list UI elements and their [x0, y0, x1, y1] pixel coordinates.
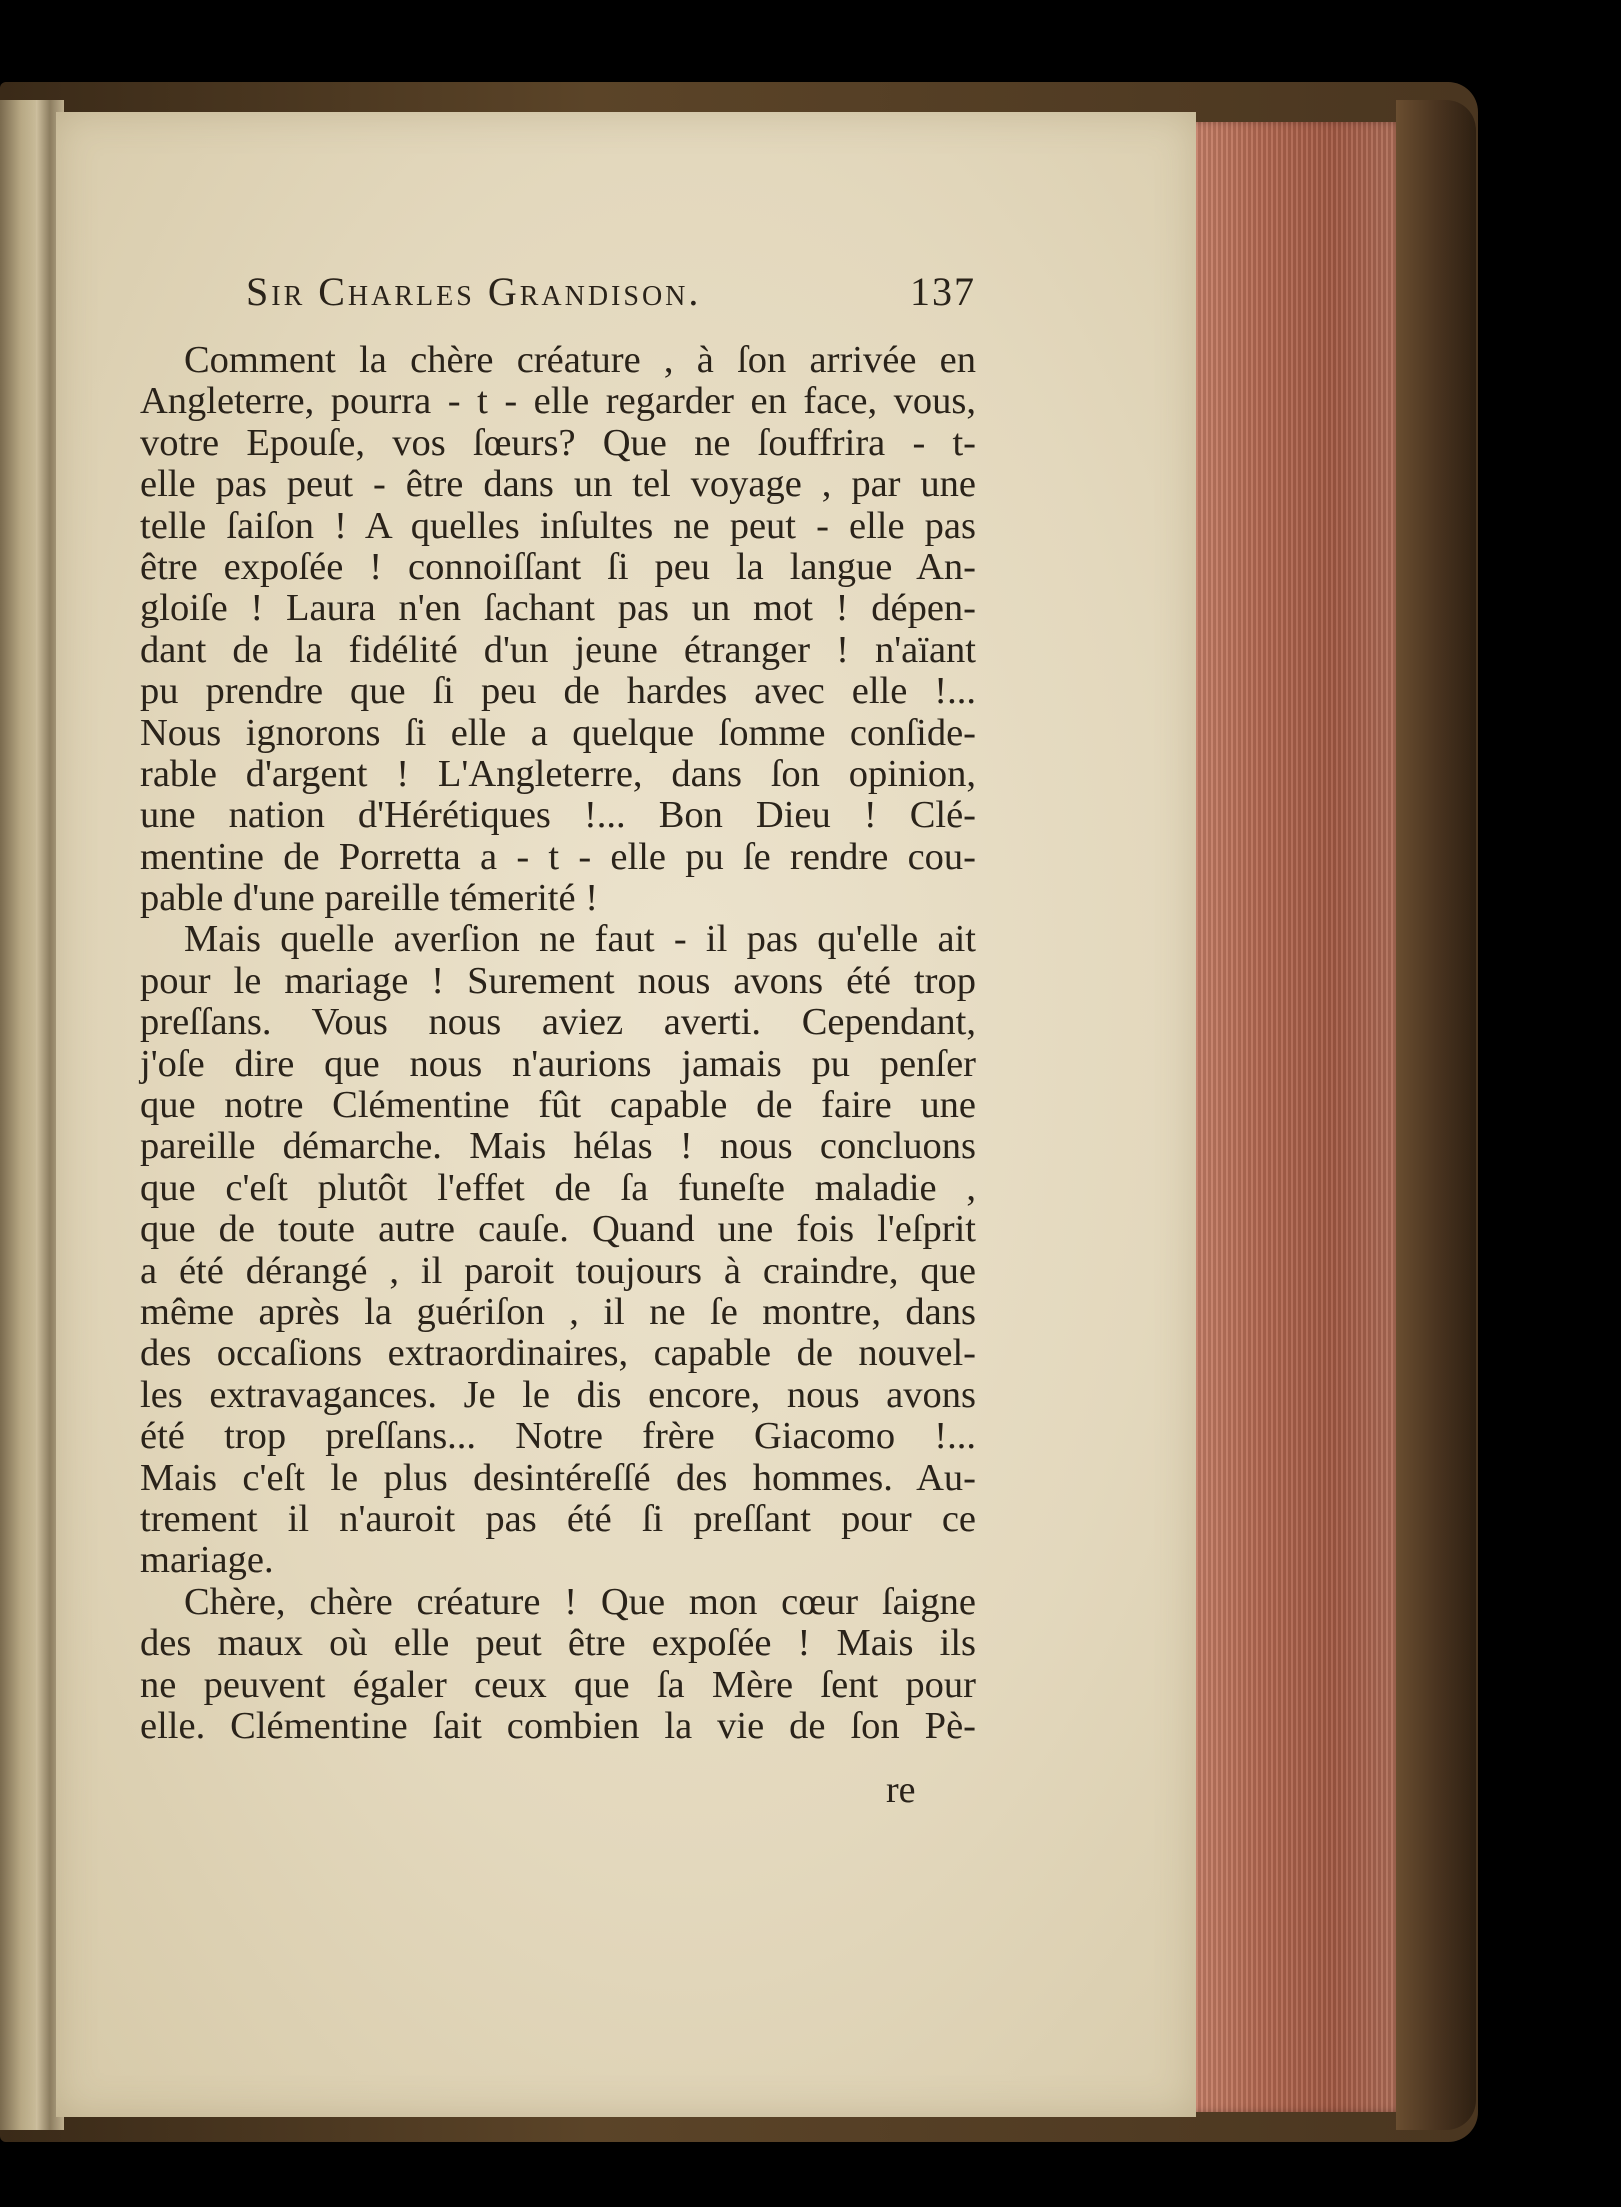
text-line: Mais quelle averſion ne faut - il pas qu'elle ait	[184, 918, 976, 961]
text-line: que c'eſt plutôt l'effet de ſa funeſte maladie ,	[140, 1166, 976, 1209]
text-line: que de toute autre cauſe. Quand une fois l'eſprit	[140, 1208, 976, 1251]
text-line: pour le mariage ! Surement nous avons été trop	[140, 959, 976, 1002]
body-text	[140, 340, 976, 1747]
text-line: été trop preſſans... Notre frère Giacomo !...	[140, 1415, 976, 1458]
text-line: que notre Clémentine fût capable de faire une	[140, 1084, 976, 1127]
text-line: gloiſe ! Laura n'en ſachant pas un mot ! dépen-	[140, 587, 976, 630]
text-line: preſſans. Vous nous aviez averti. Cependant,	[140, 1001, 976, 1044]
text-line: Comment la chère créature , à ſon arrivée en	[184, 339, 976, 381]
text-line: même après la guériſon , il ne ſe montre, dans	[140, 1290, 976, 1333]
text-line: telle ſaiſon ! A quelles inſultes ne peut - elle pas	[140, 504, 976, 547]
text-line: mentine de Porretta a - t - elle pu ſe rendre cou-	[140, 835, 976, 878]
running-title: Sir Charles Grandison.	[246, 269, 702, 314]
text-line: mariage.	[140, 1539, 274, 1582]
cover-fore-edge	[1396, 100, 1476, 2130]
page-block-edges	[1186, 122, 1396, 2112]
text-line: trement il n'auroit pas été ſi preſſant pour ce	[140, 1497, 976, 1540]
text-line: une nation d'Hérétiques !... Bon Dieu ! Clé-	[140, 794, 976, 837]
text-line: rable d'argent ! L'Angleterre, dans ſon opinion,	[140, 752, 976, 795]
text-line: elle pas peut - être dans un tel voyage , par une	[140, 463, 976, 506]
running-header	[140, 268, 976, 332]
text-line: Nous ignorons ſi elle a quelque ſomme conſide-	[140, 711, 976, 754]
text-line: a été dérangé , il paroit toujours à craindre, que	[140, 1249, 976, 1292]
text-line: ne peuvent égaler ceux que ſa Mère ſent pour	[140, 1663, 976, 1706]
text-line: dant de la fidélité d'un jeune étranger ! n'aïant	[140, 628, 976, 671]
text-line: des occaſions extraordinaires, capable de nouvel-	[140, 1332, 976, 1375]
text-line: des maux où elle peut être expoſée ! Mais ils	[140, 1622, 976, 1665]
page-text-block	[140, 268, 976, 1747]
text-line: Chère, chère créature ! Que mon cœur ſaigne	[184, 1580, 976, 1623]
text-line: pable d'une pareille témerité !	[140, 877, 599, 920]
text-line: pareille démarche. Mais hélas ! nous concluons	[140, 1125, 976, 1168]
text-line: pu prendre que ſi peu de hardes avec elle !...	[140, 670, 976, 713]
text-line: elle. Clémentine ſait combien la vie de ſon Pè-	[140, 1704, 976, 1747]
text-line: être expoſée ! connoiſſant ſi peu la langue An-	[140, 545, 976, 588]
page-number: 137	[910, 269, 976, 314]
catchword: re	[886, 1769, 916, 1811]
text-line: j'oſe dire que nous n'aurions jamais pu penſer	[140, 1042, 976, 1085]
text-line: Angleterre, pourra - t - elle regarder en face, vous,	[140, 380, 976, 423]
text-line: les extravagances. Je le dis encore, nous avons	[140, 1373, 976, 1416]
text-line: Mais c'eſt le plus desintéreſſé des hommes. Au-	[140, 1456, 976, 1499]
text-line: votre Epouſe, vos ſœurs? Que ne ſouffrira - t-	[140, 421, 976, 464]
